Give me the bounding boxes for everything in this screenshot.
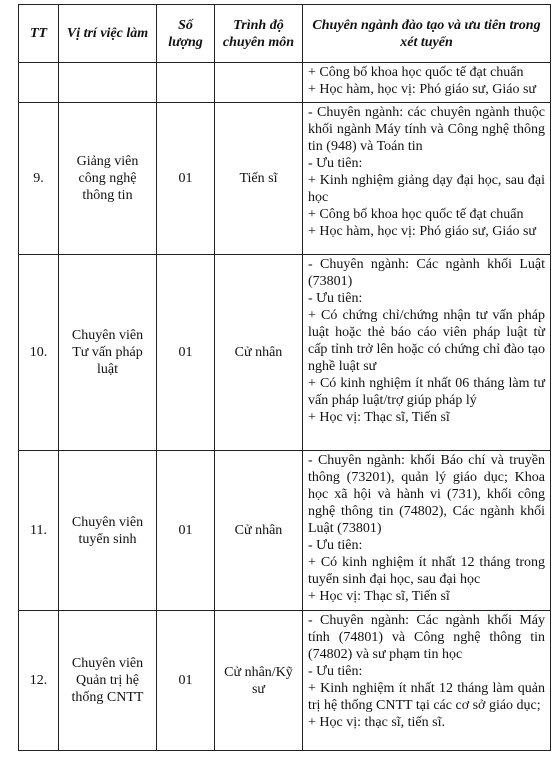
carry-line: + Công bố khoa học quốc tế đạt chuẩn [308, 65, 524, 80]
row-tt: 10. [19, 255, 59, 451]
header-position: Vị trí việc làm [59, 5, 157, 63]
carry-major [303, 63, 551, 103]
row-line: + Học vị: Thạc sĩ, Tiến sĩ [308, 410, 450, 425]
row-tt: 9. [19, 103, 59, 255]
row-quantity: 01 [157, 611, 215, 751]
row-line: - Ưu tiên: [308, 664, 363, 679]
row-line: + Học vị: thạc sĩ, tiến sĩ. [308, 715, 445, 730]
row-line: + Học hàm, học vị: Phó giáo sư, Giáo sư [308, 224, 536, 239]
row-major [303, 451, 551, 611]
carry-tt [19, 63, 59, 103]
row-line: + Học vị: Thạc sĩ, Tiến sĩ [308, 589, 450, 604]
row-line: - Ưu tiên: [308, 156, 363, 171]
row-line: + Có kinh nghiệm ít nhất 12 tháng trong tuyển sinh đại học, sau đại học [308, 555, 545, 587]
row-line: + Công bố khoa học quốc tế đạt chuẩn [308, 207, 524, 222]
row-line: - Chuyên ngành: Các ngành khối Máy tính (74801) và Công nghệ thông tin (74802) và sư phạm tin học [308, 613, 545, 662]
row-quantity: 01 [157, 255, 215, 451]
table-row-9 [19, 103, 551, 255]
row-major [303, 611, 551, 751]
row-major [303, 103, 551, 255]
row-line: - Chuyên ngành: khối Báo chí và truyền thông (73201), quản lý giáo dục; Khoa học xã hội và hành vi (731), khối công nghệ thông tin (74802), Các ngành khối Luật (73801) [308, 453, 545, 536]
row-position: Giảng viên công nghệ thông tin [59, 103, 157, 255]
row-line: + Kinh nghiệm giảng dạy đại học, sau đại học [308, 173, 545, 205]
carry-quantity [157, 63, 215, 103]
row-tt: 12. [19, 611, 59, 751]
row-level: Cử nhân [215, 255, 303, 451]
row-tt: 11. [19, 451, 59, 611]
row-line: - Ưu tiên: [308, 538, 363, 553]
header-tt: TT [19, 5, 59, 63]
row-line: + Kinh nghiệm ít nhất 12 tháng làm quản trị hệ thống CNTT tại các cơ sở giáo dục; [308, 681, 545, 713]
row-position: Chuyên viên Quản trị hệ thống CNTT [59, 611, 157, 751]
carry-position [59, 63, 157, 103]
row-line: + Có chứng chỉ/chứng nhận tư vấn pháp luật hoặc thẻ báo cáo viên pháp luật từ cấp tỉnh trở lên hoặc có chứng chỉ đào tạo nghề luật sư [308, 308, 545, 374]
row-quantity: 01 [157, 103, 215, 255]
row-position: Chuyên viên tuyển sinh [59, 451, 157, 611]
row-level: Tiến sĩ [215, 103, 303, 255]
row-level: Cử nhân/Kỹ sư [215, 611, 303, 751]
row-position: Chuyên viên Tư vấn pháp luật [59, 255, 157, 451]
header-level: Trình độ chuyên môn [215, 5, 303, 63]
row-line: - Chuyên ngành: các chuyên ngành thuộc khối ngành Máy tính và Công nghệ thông tin (948) và Toán tin [308, 105, 545, 154]
header-major: Chuyên ngành đào tạo và ưu tiên trong xét tuyển [303, 5, 551, 63]
header-row [19, 5, 551, 63]
row-level: Cử nhân [215, 451, 303, 611]
carry-line: + Học hàm, học vị: Phó giáo sư, Giáo sư [308, 82, 536, 97]
table-row-11 [19, 451, 551, 611]
table-row-carry [19, 63, 551, 103]
row-quantity: 01 [157, 451, 215, 611]
recruitment-table-page [18, 4, 550, 751]
recruitment-table [18, 4, 551, 751]
table-row-12 [19, 611, 551, 751]
row-line: - Chuyên ngành: Các ngành khối Luật (73801) [308, 257, 545, 289]
row-major [303, 255, 551, 451]
table-row-10 [19, 255, 551, 451]
carry-level [215, 63, 303, 103]
row-line: + Có kinh nghiệm ít nhất 06 tháng làm tư vấn pháp luật/trợ giúp pháp lý [308, 376, 545, 408]
row-line: - Ưu tiên: [308, 291, 363, 306]
header-quantity: Số lượng [157, 5, 215, 63]
